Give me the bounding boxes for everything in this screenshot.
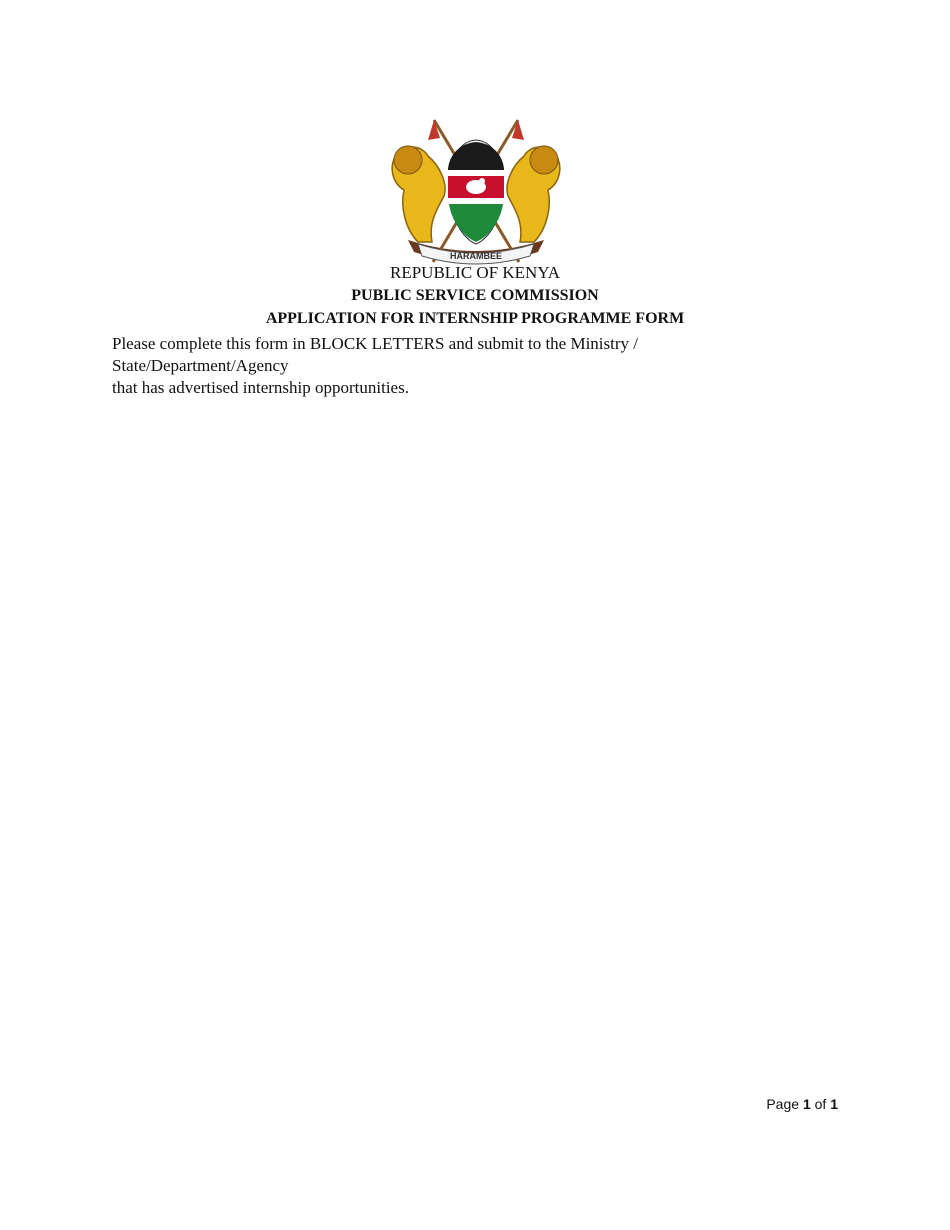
form-title: APPLICATION FOR INTERNSHIP PROGRAMME FORM	[265, 310, 685, 327]
page-number: Page 1 of 1	[766, 1096, 838, 1112]
coat-of-arms-emblem	[378, 112, 574, 272]
svg-text:HARAMBEE: HARAMBEE	[449, 251, 503, 261]
intro-line-1: Please complete this form in BLOCK LETTERS and submit to the Ministry /	[112, 334, 639, 353]
intro-line-3: that has advertised internship opportunities.	[112, 378, 409, 397]
commission-heading: PUBLIC SERVICE COMMISSION	[351, 287, 599, 304]
republic-heading: REPUBLIC OF KENYA	[389, 263, 561, 282]
intro-line-2: State/Department/Agency	[112, 356, 289, 375]
